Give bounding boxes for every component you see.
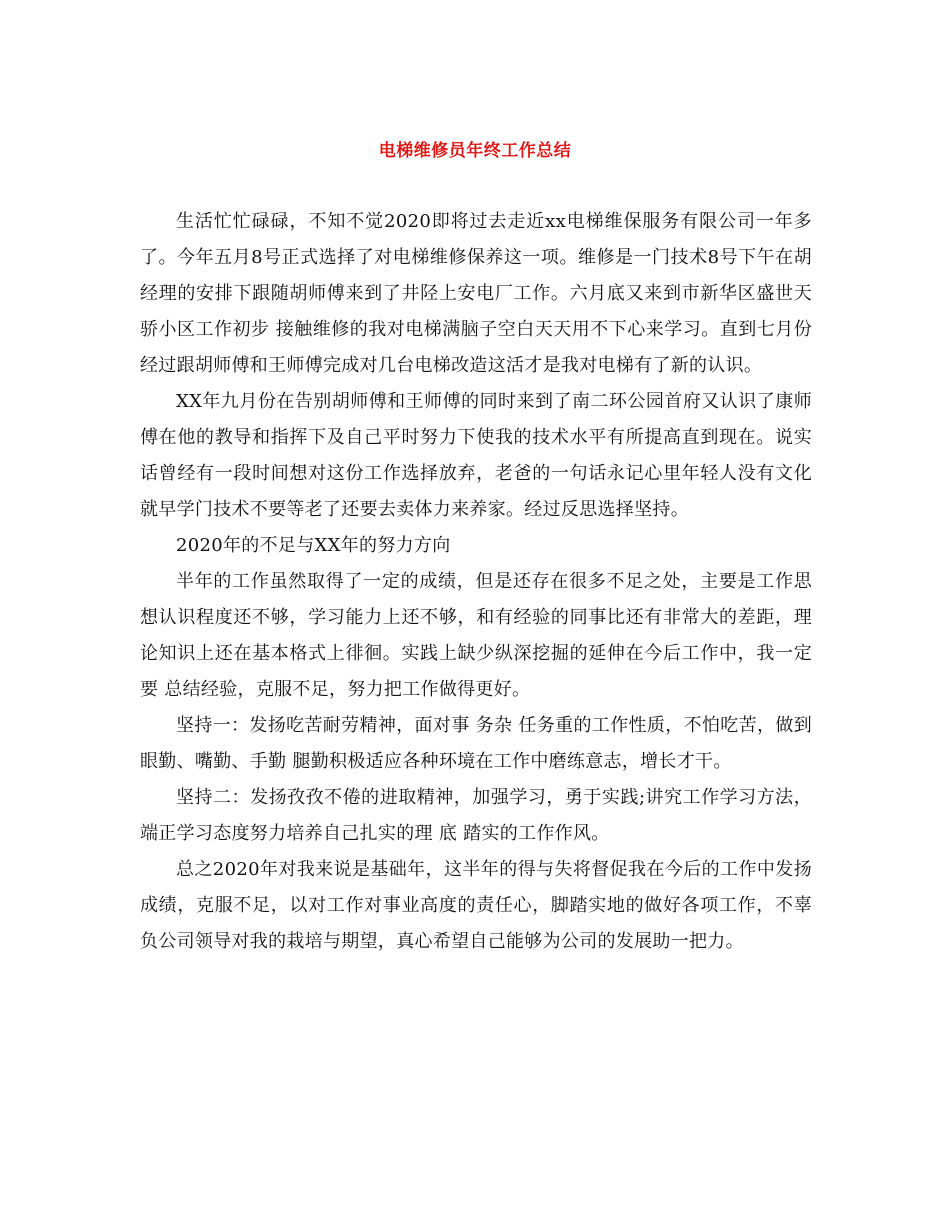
section-heading: 2020年的不足与XX年的努力方向 — [176, 535, 451, 556]
document-body — [140, 204, 812, 960]
paragraph-intro: 生活忙忙碌碌，不知不觉2020即将过去走近xx电梯维保服务有限公司一年多了。今年五月8号正式选择了对电梯维修保养这一项。维修是一门技术8号下午在胡经理的安排下跟随胡师傅来到了井陉上安电厂工作。六月底又来到市新华区盛世天骄小区工作初步 接触维修的我对电梯满脑子空白天天用不下心来学习。直到七月份经过跟胡师傅和王师傅完成对几台电梯改造这活才是我对电梯有了新的认识。 — [140, 211, 812, 376]
paragraph-shortcomings: 半年的工作虽然取得了一定的成绩，但是还存在很多不足之处，主要是工作思想认识程度还不够，学习能力上还不够，和有经验的同事比还有非常大的差距，理论知识上还在基本格式上徘徊。实践上缺少纵深挖掘的延伸在今后工作中，我一定要 总结经验，克服不足，努力把工作做得更好。 — [140, 571, 812, 700]
paragraph-persist-one: 坚持一：发扬吃苦耐劳精神，面对事 务杂 任务重的工作性质，不怕吃苦，做到眼勤、嘴勤、手勤 腿勤积极适应各种环境在工作中磨练意志，增长才干。 — [140, 715, 812, 772]
paragraph-september: XX年九月份在告别胡师傅和王师傅的同时来到了南二环公园首府又认识了康师傅在他的教导和指挥下及自己平时努力下使我的技术水平有所提高直到现在。说实话曾经有一段时间想对这份工作选择放弃，老爸的一句话永记心里年轻人没有文化就早学门技术不要等老了还要去卖体力来养家。经过反思选择坚持。 — [140, 391, 812, 520]
paragraph-conclusion: 总之2020年对我来说是基础年，这半年的得与失将督促我在今后的工作中发扬成绩，克服不足，以对工作对事业高度的责任心，脚踏实地的做好各项工作，不辜负公司领导对我的栽培与期望，真心希望自己能够为公司的发展助一把力。 — [140, 859, 812, 952]
document-title: 电梯维修员年终工作总结 — [378, 141, 572, 161]
paragraph-persist-two: 坚持二：发扬孜孜不倦的进取精神，加强学习，勇于实践;讲究工作学习方法，端正学习态度努力培养自己扎实的理 底 踏实的工作作风。 — [140, 787, 812, 844]
